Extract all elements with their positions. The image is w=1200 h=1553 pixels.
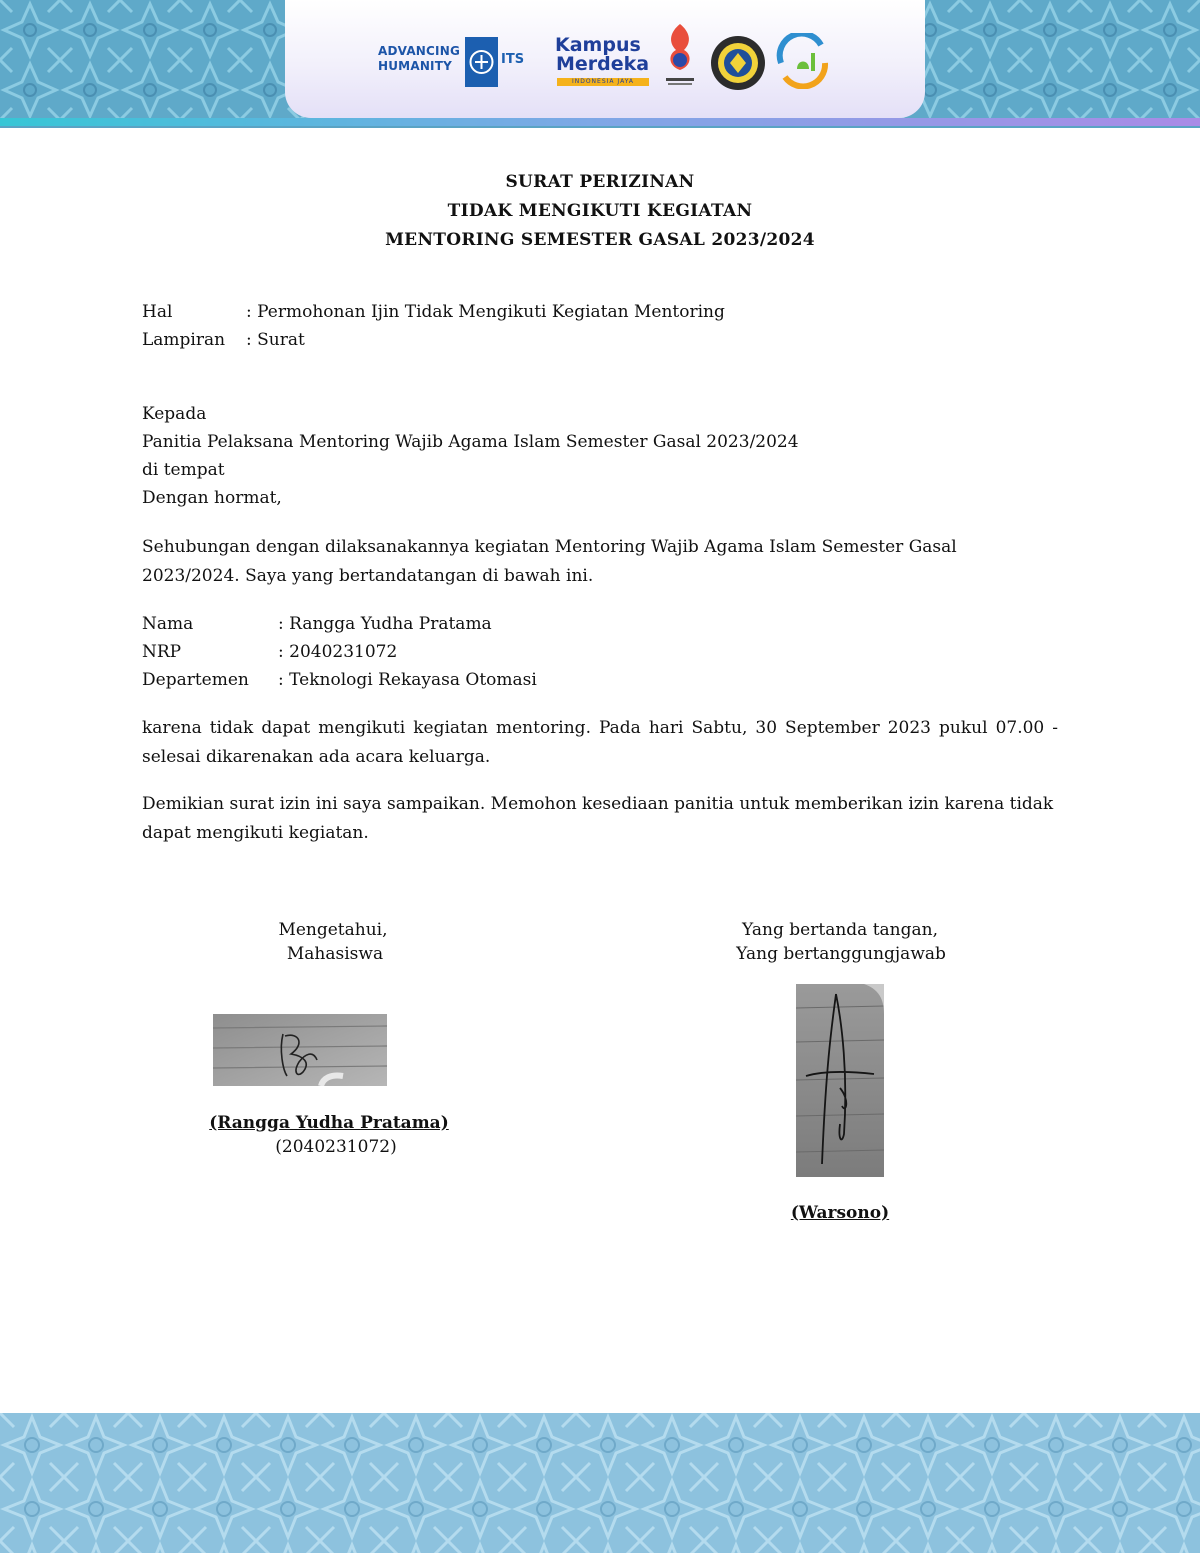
reason-paragraph: karena tidak dapat mengikuti kegiatan mentoring. Pada hari Sabtu, 30 September 2023 pukul 07.00 - selesai dikarenakan ada acara keluarga. [142, 718, 1058, 767]
logo-strip [0, 0, 1200, 118]
kampus-logo-text: Kampus [555, 34, 641, 56]
sig-left-name: (Rangga Yudha Pratama) [209, 1113, 449, 1133]
hal-label: Hal [142, 302, 173, 322]
letter-title [0, 168, 1200, 255]
field-nama-label: Nama [142, 614, 194, 634]
advancing-humanity-logo [378, 44, 460, 74]
sig-right-name: (Warsono) [790, 1203, 890, 1223]
indonesia-jaya-text: INDONESIA JAYA [571, 78, 635, 85]
title-line-3: MENTORING SEMESTER GASAL 2023/2024 [385, 230, 815, 250]
lampiran-value: : Surat [246, 330, 305, 350]
field-nrp-label: NRP [142, 642, 182, 662]
intro-paragraph: Sehubungan dengan dilaksanakannya kegiatan Mentoring Wajib Agama Islam Semester Gasal 2023/2024. Saya yang bertandatangan di bawah ini. [142, 537, 957, 586]
header-banner [0, 0, 1200, 128]
sig-left-line1: Mengetahui, [278, 920, 388, 940]
sig-right-line1: Yang bertanda tangan, [742, 920, 938, 940]
field-nrp-value: : 2040231072 [278, 642, 398, 662]
footer-banner [0, 1413, 1200, 1553]
field-nama-value: : Rangga Yudha Pratama [278, 614, 492, 634]
salutation: Dengan hormat, [142, 488, 282, 508]
recipient-place: di tempat [142, 460, 225, 480]
directorate-logo-icon [662, 20, 698, 88]
lampiran-label: Lampiran [142, 330, 226, 350]
title-line-1: SURAT PERIZINAN [505, 172, 695, 192]
kampus-merdeka-bar [557, 78, 649, 86]
recipient-panitia: Panitia Pelaksana Mentoring Wajib Agama Islam Semester Gasal 2023/2024 [142, 432, 799, 452]
signature-image-right [796, 984, 884, 1177]
header-stripe [0, 118, 1200, 126]
title-line-2: TIDAK MENGIKUTI KEGIATAN [447, 201, 753, 221]
merdeka-logo-text: Merdeka [556, 53, 650, 75]
logo-humanity-text: HUMANITY [378, 59, 452, 73]
mosque-emblem-icon [775, 33, 831, 89]
sig-right-line2: Yang bertanggungjawab [736, 944, 946, 964]
field-departemen-value: : Teknologi Rekayasa Otomasi [278, 670, 537, 690]
university-seal-icon [710, 35, 766, 91]
signature-image-left [213, 1014, 387, 1086]
islamic-pattern-footer [0, 1413, 1200, 1553]
its-logo-text: ITS [501, 52, 525, 67]
sig-left-id: (2040231072) [275, 1137, 397, 1157]
logo-advancing-text: ADVANCING [378, 44, 461, 58]
closing-paragraph: Demikian surat izin ini saya sampaikan. Memohon kesediaan panitia untuk memberikan izin karena tidak dapat mengikuti kegiatan. [142, 794, 1054, 843]
hal-value: : Permohonan Ijin Tidak Mengikuti Kegiatan Mentoring [246, 302, 725, 322]
recipient-kepada: Kepada [142, 404, 207, 424]
its-emblem-icon [465, 37, 498, 87]
sig-left-line2: Mahasiswa [286, 944, 384, 964]
field-departemen-label: Departemen [142, 670, 249, 690]
